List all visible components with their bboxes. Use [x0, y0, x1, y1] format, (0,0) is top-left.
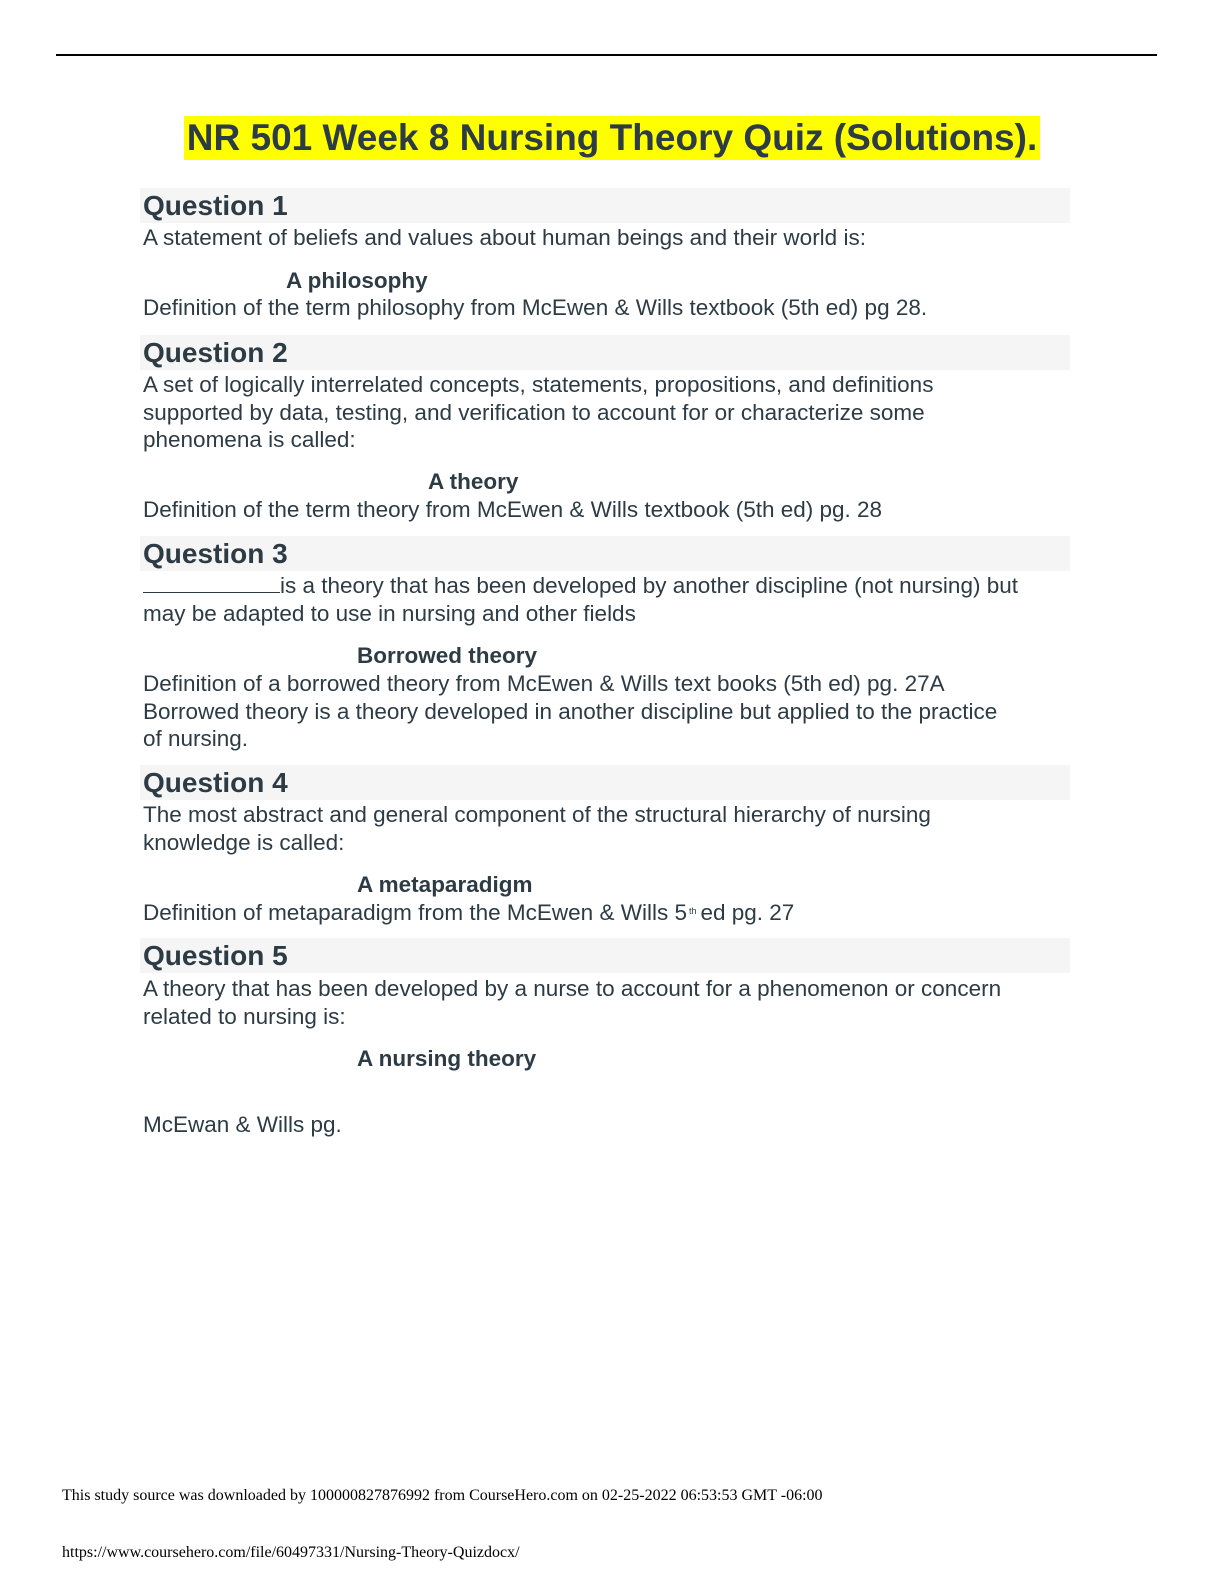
question-4-text [143, 801, 1068, 856]
source-url-link[interactable]: https://www.coursehero.com/file/60497331/Nursing-Theory-Quizdocx/ [62, 1544, 520, 1561]
question-2-text [143, 371, 1068, 454]
question-4-explanation-main: Definition of metaparadigm from the McEwen & Wills 5 [143, 900, 687, 925]
question-4-explanation-tail: ed pg. 27 [700, 900, 795, 925]
question-5-text-line-2: related to nursing is: [143, 1003, 346, 1029]
question-3-explanation [143, 670, 1068, 753]
question-3-explanation-line-3: of nursing. [143, 726, 249, 751]
question-4-label: Question 4 [143, 767, 288, 798]
question-1-explanation: Definition of the term philosophy from McEwen & Wills textbook (5th ed) pg 28. [143, 295, 928, 320]
ordinal-superscript: th [688, 906, 697, 916]
fill-in-blank-line [143, 572, 280, 593]
question-1-label: Question 1 [143, 190, 288, 221]
question-3-text [143, 572, 1068, 627]
question-2-text-line-2: supported by data, testing, and verification to account for or characterize some [143, 399, 925, 425]
question-2-explanation: Definition of the term theory from McEwen & Wills textbook (5th ed) pg. 28 [143, 497, 883, 522]
question-5-header [140, 938, 1070, 973]
question-5-answer: A nursing theory [357, 1046, 537, 1071]
question-3-explanation-line-1: Definition of a borrowed theory from McEwen & Wills text books (5th ed) pg. 27A [143, 671, 945, 696]
question-1-header [140, 188, 1070, 223]
question-2-header [140, 335, 1070, 370]
question-4-explanation [143, 898, 1068, 927]
question-5-explanation: McEwan & Wills pg. [143, 1112, 342, 1137]
question-4-answer: A metaparadigm [357, 872, 533, 897]
question-1-text: A statement of beliefs and values about human beings and their world is: [143, 225, 866, 250]
question-3-text-after-blank: is a theory that has been developed by another discipline (not nursing) but [280, 573, 1018, 598]
question-4-header [140, 765, 1070, 800]
question-3-explanation-line-2: Borrowed theory is a theory developed in another discipline but applied to the practice [143, 698, 998, 724]
document-title: NR 501 Week 8 Nursing Theory Quiz (Solutions). [184, 116, 1040, 160]
question-3-answer: Borrowed theory [357, 643, 538, 668]
question-4-text-line-2: knowledge is called: [143, 829, 345, 855]
question-3-label: Question 3 [143, 538, 288, 569]
question-3-text-line-2: may be adapted to use in nursing and other fields [143, 600, 636, 626]
question-1-answer: A philosophy [286, 268, 428, 293]
title-container [0, 116, 1224, 160]
question-2-label: Question 2 [143, 337, 288, 368]
question-5-text [143, 975, 1068, 1030]
question-5-text-line-1: A theory that has been developed by a nurse to account for a phenomenon or concern [143, 976, 1002, 1001]
question-3-text-line-1 [143, 572, 1068, 600]
question-2-answer: A theory [428, 469, 519, 494]
question-2-text-line-3: phenomena is called: [143, 427, 356, 452]
question-5-label: Question 5 [143, 940, 288, 971]
question-2-text-line-1: A set of logically interrelated concepts, statements, propositions, and definitions [143, 372, 934, 397]
top-horizontal-rule [56, 54, 1157, 56]
question-4-text-line-1: The most abstract and general component of the structural hierarchy of nursing [143, 802, 931, 827]
download-notice: This study source was downloaded by 100000827876992 from CourseHero.com on 02-25-2022 06:53:53 GMT -06:00 [62, 1487, 823, 1504]
question-3-header [140, 536, 1070, 571]
